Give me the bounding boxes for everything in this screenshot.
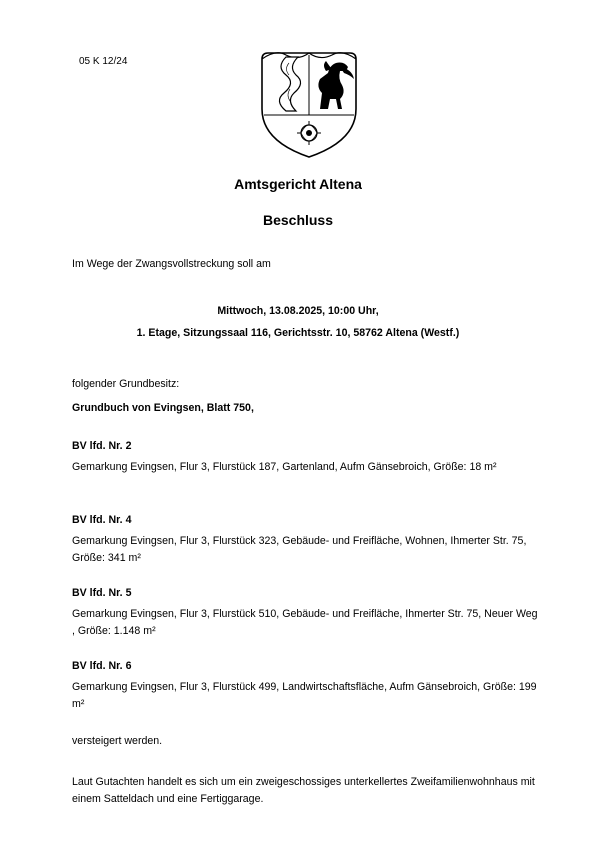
entry-title: BV lfd. Nr. 5 bbox=[72, 587, 132, 599]
property-entry bbox=[72, 512, 542, 567]
auction-location: 1. Etage, Sitzungssaal 116, Gerichtsstr. 10, 58762 Altena (Westf.) bbox=[136, 327, 460, 339]
entry-description: Gemarkung Evingsen, Flur 3, Flurstück 323, Gebäude- und Freifläche, Wohnen, Ihmerter Str. 75, Größe: 341 m² bbox=[72, 535, 527, 564]
entry-description: Gemarkung Evingsen, Flur 3, Flurstück 510, Gebäude- und Freifläche, Ihmerter Str. 75, Neuer Weg , Größe: 1.148 m² bbox=[72, 608, 538, 637]
property-intro: folgender Grundbesitz: bbox=[72, 378, 180, 390]
property-entry bbox=[72, 585, 542, 640]
appraisal-text: Laut Gutachten handelt es sich um ein zweigeschossiges unterkellertes Zweifamilienwohnhaus mit einem Satteldach und eine Fertiggarage. bbox=[72, 776, 535, 805]
nrw-coat-of-arms-icon bbox=[256, 49, 362, 161]
property-entry bbox=[72, 438, 542, 476]
document-title: Beschluss bbox=[262, 212, 334, 228]
entry-description: Gemarkung Evingsen, Flur 3, Flurstück 499, Landwirtschaftsfläche, Aufm Gänsebroich, Größe: 199 m² bbox=[72, 681, 537, 710]
entry-title: BV lfd. Nr. 6 bbox=[72, 660, 132, 672]
intro-text: Im Wege der Zwangsvollstreckung soll am bbox=[72, 258, 271, 270]
entry-title: BV lfd. Nr. 4 bbox=[72, 514, 132, 526]
auction-statement: versteigert werden. bbox=[72, 735, 163, 747]
court-name: Amtsgericht Altena bbox=[234, 176, 362, 192]
entry-description: Gemarkung Evingsen, Flur 3, Flurstück 187, Gartenland, Aufm Gänsebroich, Größe: 18 m² bbox=[72, 461, 497, 473]
land-register: Grundbuch von Evingsen, Blatt 750, bbox=[72, 402, 254, 414]
case-reference: 05 K 12/24 bbox=[79, 56, 128, 67]
auction-date: Mittwoch, 13.08.2025, 10:00 Uhr, bbox=[217, 305, 379, 317]
property-entry bbox=[72, 658, 542, 713]
entry-title: BV lfd. Nr. 2 bbox=[72, 440, 132, 452]
